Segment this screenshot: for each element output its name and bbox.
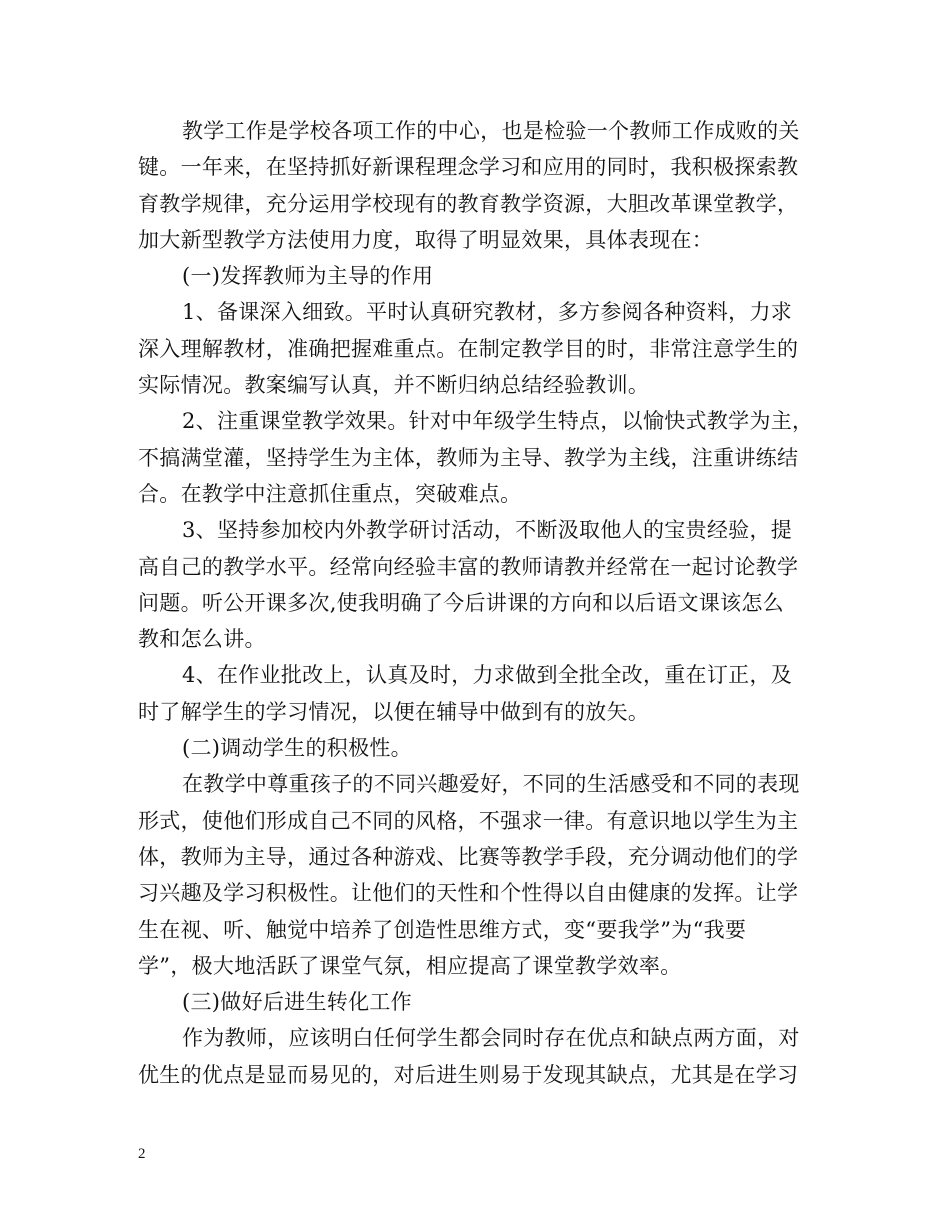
paragraph-line: 问题。听公开课多次,使我明确了今后讲课的方向和以后语文课该怎么 — [138, 590, 784, 615]
paragraph-line: 在教学中尊重孩子的不同兴趣爱好，不同的生活感受和不同的表现 — [182, 772, 800, 797]
paragraph-line: 2、注重课堂教学效果。针对中年级学生特点，以愉快式教学为主， — [182, 409, 814, 434]
paragraph-line: 教学工作是学校各项工作的中心，也是检验一个教师工作成败的关 — [182, 119, 800, 143]
paragraph-line: 1、备课深入细致。平时认真研究教材，多方参阅各种资料，力求 — [182, 300, 793, 325]
paragraph-line: 键。一年来，在坚持抓好新课程理念学习和应用的同时，我积极探索教 — [138, 155, 799, 180]
paragraph-line: 时了解学生的学习情况，以便在辅导中做到有的放矢。 — [138, 699, 650, 724]
paragraph-line: 深入理解教材，准确把握难重点。在制定教学目的时，非常注意学生的 — [138, 336, 799, 361]
paragraph-line: 学”，极大地活跃了课堂气氛，相应提高了课堂教学效率。 — [138, 953, 682, 978]
paragraph-line: 高自己的教学水平。经常向经验丰富的教师请教并经常在一起讨论教学 — [138, 554, 799, 579]
section-heading: (二)调动学生的积极性。 — [182, 736, 412, 761]
paragraph-line: 不搞满堂灌，坚持学生为主体，教师为主导、教学为主线，注重讲练结 — [138, 445, 799, 470]
paragraph-line: 育教学规律，充分运用学校现有的教育教学资源，大胆改革课堂教学， — [138, 191, 799, 216]
section-heading: (三)做好后进生转化工作 — [182, 990, 412, 1015]
paragraph-line: 体，教师为主导，通过各种游戏、比赛等教学手段，充分调动他们的学 — [138, 844, 799, 869]
paragraph-line: 生在视、听、触觉中培养了创造性思维方式，变“要我学”为“我要 — [138, 917, 747, 942]
paragraph-line: 教和怎么讲。 — [138, 627, 266, 652]
paragraph-line: 3、坚持参加校内外教学研讨活动，不断汲取他人的宝贵经验，提 — [182, 518, 793, 543]
page-number: 2 — [138, 1146, 146, 1162]
paragraph-line: 实际情况。教案编写认真，并不断归纳总结经验教训。 — [138, 373, 650, 398]
paragraph-line: 习兴趣及学习积极性。让他们的天性和个性得以自由健康的发挥。让学 — [138, 881, 799, 906]
paragraph-line: 形式，使他们形成自己不同的风格，不强求一律。有意识地以学生为主 — [138, 808, 799, 833]
body-text — [138, 113, 828, 1093]
paragraph-line: 优生的优点是显而易见的，对后进生则易于发现其缺点，尤其是在学习 — [138, 1062, 799, 1087]
paragraph-line: 合。在教学中注意抓住重点，突破难点。 — [138, 481, 522, 506]
paragraph-line: 4、在作业批改上，认真及时，力求做到全批全改，重在订正，及 — [182, 663, 793, 688]
paragraph-line: 作为教师，应该明白任何学生都会同时存在优点和缺点两方面，对 — [182, 1026, 800, 1051]
paragraph-line: 加大新型教学方法使用力度，取得了明显效果，具体表现在： — [138, 227, 714, 252]
section-heading: (一)发挥教师为主导的作用 — [182, 264, 434, 289]
